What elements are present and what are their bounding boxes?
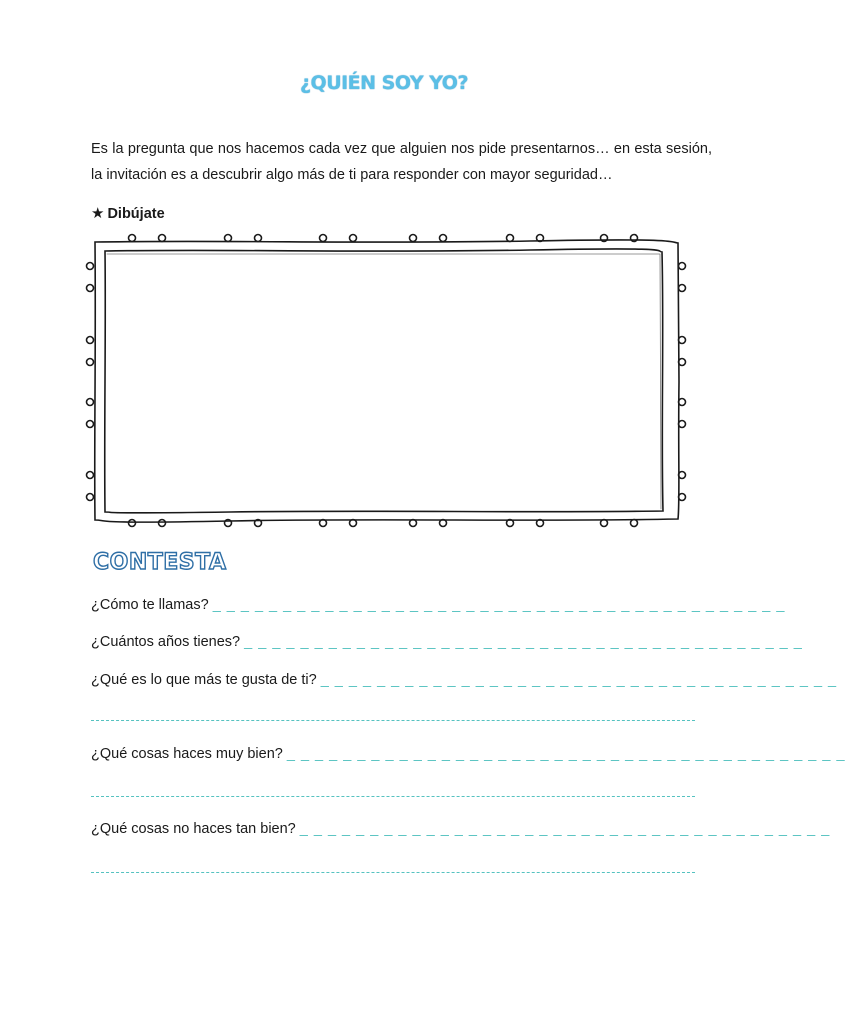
- answer-blank[interactable]: _ _ _ _ _ _ _ _ _ _ _ _ _ _ _ _ _ _ _ _ _ _ _ _ _ _ _ _ _ _ _ _ _ _ _ _ _ _: [299, 821, 831, 837]
- draw-section-label: [91, 204, 165, 222]
- question-likes: [91, 672, 837, 688]
- answer-blank[interactable]: _ _ _ _ _ _ _ _ _ _ _ _ _ _ _ _ _ _ _ _ _ _ _ _ _ _ _ _ _ _ _ _ _ _ _ _ _ _ _ _: [286, 746, 846, 762]
- question-text: ¿Cómo te llamas?: [91, 597, 209, 613]
- page-title: ¿QUIÉN SOY YO?: [300, 72, 468, 94]
- answer-blank[interactable]: _ _ _ _ _ _ _ _ _ _ _ _ _ _ _ _ _ _ _ _ _ _ _ _ _ _ _ _ _ _ _ _ _ _ _ _ _ _ _ _ _: [212, 597, 786, 613]
- drawing-frame[interactable]: [80, 232, 692, 530]
- question-text: ¿Qué es lo que más te gusta de ti?: [91, 672, 317, 688]
- answer-blank[interactable]: _ _ _ _ _ _ _ _ _ _ _ _ _ _ _ _ _ _ _ _ _ _ _ _ _ _ _ _ _ _ _ _ _ _ _ _ _: [320, 672, 838, 688]
- question-not-good-at: [91, 821, 830, 837]
- star-icon: ★: [91, 205, 105, 222]
- answer-line[interactable]: [91, 796, 695, 797]
- draw-label-text: Dibújate: [107, 206, 165, 222]
- question-good-at: [91, 746, 846, 762]
- question-age: [91, 634, 803, 650]
- answer-line[interactable]: [91, 872, 695, 873]
- question-text: ¿Qué cosas haces muy bien?: [91, 746, 283, 762]
- intro-paragraph: Es la pregunta que nos hacemos cada vez que alguien nos pide presentarnos… en esta sesión, la invitación es a descubrir algo más de ti para responder con mayor seguridad…: [91, 141, 712, 183]
- answer-line[interactable]: [91, 720, 695, 721]
- question-name: [91, 597, 785, 613]
- answer-heading: CONTESTA: [93, 550, 227, 575]
- question-text: ¿Cuántos años tienes?: [91, 634, 241, 650]
- answer-blank[interactable]: _ _ _ _ _ _ _ _ _ _ _ _ _ _ _ _ _ _ _ _ _ _ _ _ _ _ _ _ _ _ _ _ _ _ _ _ _ _ _ _: [244, 634, 803, 650]
- question-text: ¿Qué cosas no haces tan bien?: [91, 821, 296, 837]
